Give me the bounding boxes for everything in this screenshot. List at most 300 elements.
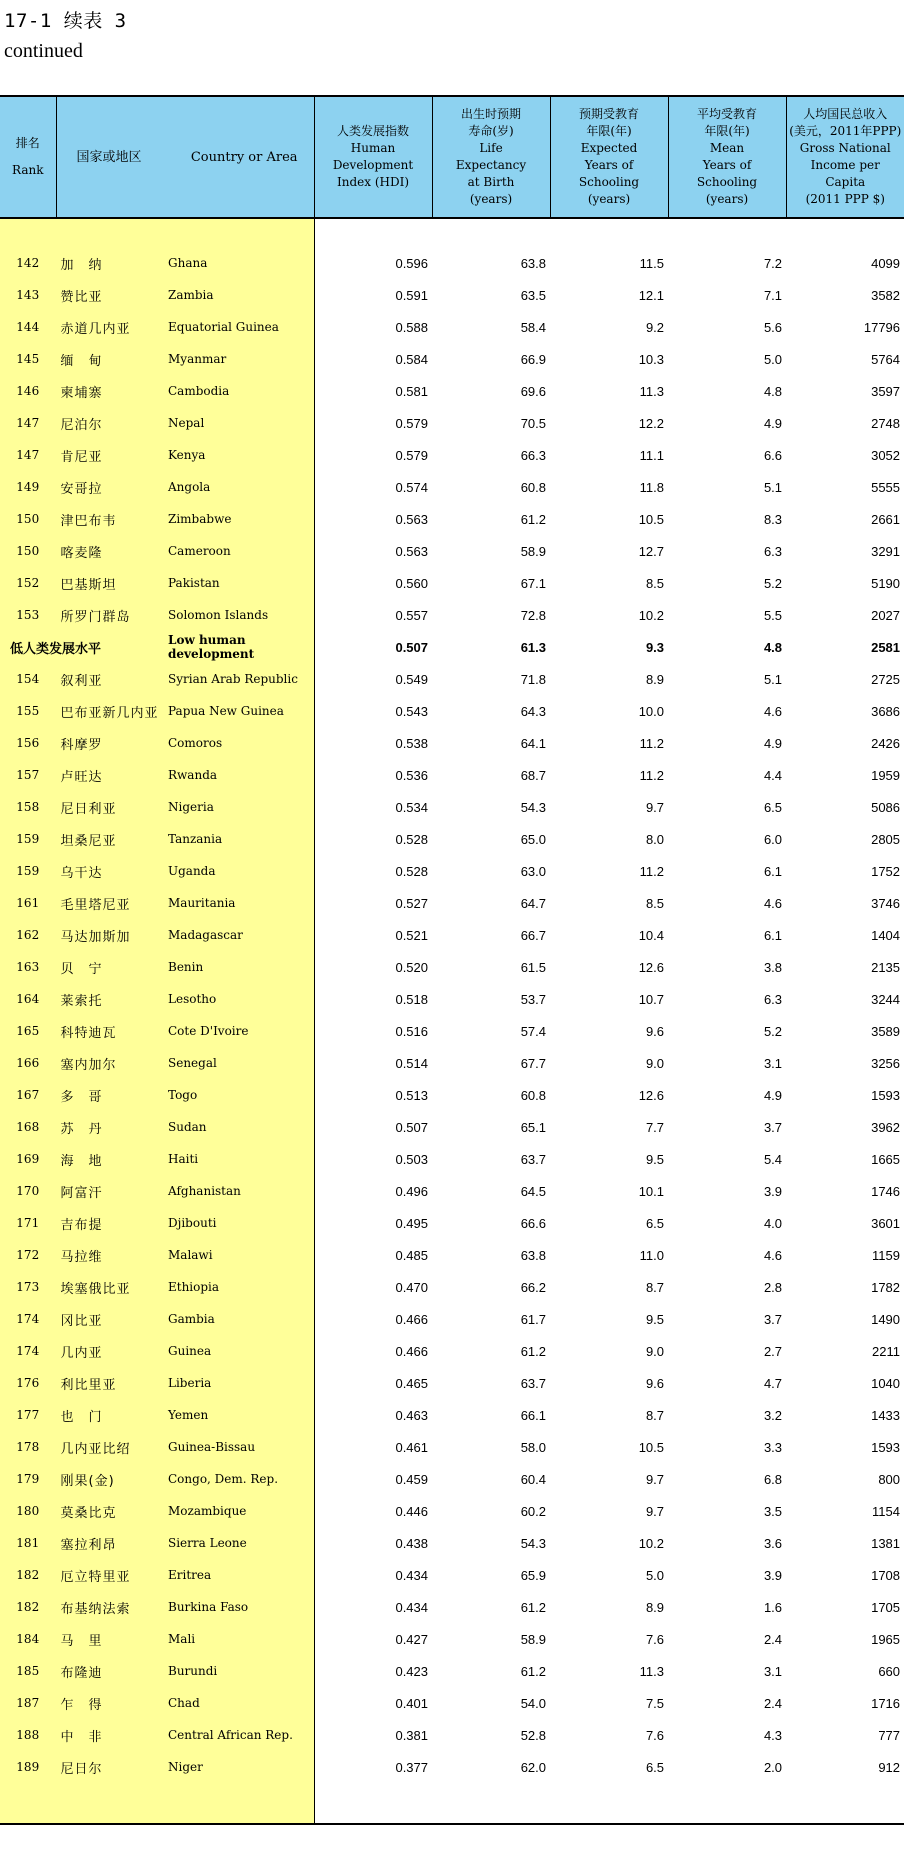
mean-schooling-cell: 6.6 xyxy=(763,447,783,463)
header-country-zh: 国家或地区 xyxy=(76,149,142,165)
table-body xyxy=(0,218,904,1824)
gni-cell: 5555 xyxy=(871,479,901,495)
mean-schooling-cell: 5.1 xyxy=(763,479,783,495)
gni-cell: 1665 xyxy=(871,1151,901,1167)
country-en-cell: Equatorial Guinea xyxy=(162,311,314,343)
group-life-expectancy-cell: 61.3 xyxy=(520,639,547,655)
country-zh-cell: 乌干达 xyxy=(56,855,162,887)
life-expectancy-cell: 54.3 xyxy=(520,799,547,815)
table-row xyxy=(0,1207,904,1239)
mean-schooling-cell: 3.8 xyxy=(763,959,783,975)
rank-cell: 153 xyxy=(0,599,56,631)
country-zh-cell: 厄立特里亚 xyxy=(56,1559,162,1591)
rank-cell: 157 xyxy=(0,759,56,791)
life-expectancy-cell: 63.5 xyxy=(520,287,547,303)
table-row xyxy=(0,407,904,439)
country-zh-cell: 叙利亚 xyxy=(56,663,162,695)
country-zh-cell: 尼泊尔 xyxy=(56,407,162,439)
expected-schooling-cell: 5.0 xyxy=(645,1567,665,1583)
table-row xyxy=(0,1015,904,1047)
country-zh-cell: 多 哥 xyxy=(56,1079,162,1111)
expected-schooling-cell: 10.5 xyxy=(638,1439,665,1455)
rank-cell: 166 xyxy=(0,1047,56,1079)
hdi-cell: 0.485 xyxy=(395,1247,429,1263)
life-expectancy-cell: 53.7 xyxy=(520,991,547,1007)
table-row xyxy=(0,1655,904,1687)
country-en-cell: Zambia xyxy=(162,279,314,311)
mean-schooling-cell: 3.6 xyxy=(763,1535,783,1551)
life-expectancy-cell: 58.9 xyxy=(520,543,547,559)
table-row xyxy=(0,695,904,727)
expected-schooling-cell: 9.7 xyxy=(645,1503,665,1519)
header-rank-en: Rank xyxy=(12,163,44,177)
hdi-cell: 0.549 xyxy=(395,671,429,687)
rank-cell: 146 xyxy=(0,375,56,407)
table-row xyxy=(0,1719,904,1751)
mean-schooling-cell: 5.4 xyxy=(763,1151,783,1167)
country-en-cell: Nigeria xyxy=(162,791,314,823)
table-row xyxy=(0,311,904,343)
rank-cell: 159 xyxy=(0,823,56,855)
gni-cell: 2725 xyxy=(871,671,901,687)
table-row xyxy=(0,1367,904,1399)
country-en-cell: Kenya xyxy=(162,439,314,471)
hdi-cell: 0.528 xyxy=(395,831,429,847)
country-en-cell: Burkina Faso xyxy=(162,1591,314,1623)
gni-cell: 660 xyxy=(878,1663,901,1679)
group-hdi-cell: 0.507 xyxy=(395,639,429,655)
gni-cell: 1705 xyxy=(871,1599,901,1615)
expected-schooling-cell: 11.3 xyxy=(639,383,665,399)
hdi-cell: 0.465 xyxy=(395,1375,429,1391)
hdi-cell: 0.516 xyxy=(395,1023,429,1039)
expected-schooling-cell: 9.0 xyxy=(645,1055,665,1071)
header-rank xyxy=(0,96,56,218)
country-en-cell: Liberia xyxy=(162,1367,314,1399)
expected-schooling-cell: 8.0 xyxy=(645,831,665,847)
mean-schooling-cell: 4.9 xyxy=(763,415,783,431)
country-en-cell: Eritrea xyxy=(162,1559,314,1591)
life-expectancy-cell: 65.9 xyxy=(520,1567,547,1583)
mean-schooling-cell: 8.3 xyxy=(763,511,783,527)
life-expectancy-cell: 63.8 xyxy=(520,255,547,271)
life-expectancy-cell: 64.5 xyxy=(520,1183,547,1199)
expected-schooling-cell: 10.2 xyxy=(638,1535,665,1551)
country-zh-cell: 苏 丹 xyxy=(56,1111,162,1143)
life-expectancy-cell: 63.7 xyxy=(520,1375,547,1391)
country-zh-cell: 贝 宁 xyxy=(56,951,162,983)
life-expectancy-cell: 58.9 xyxy=(520,1631,547,1647)
table-row xyxy=(0,791,904,823)
life-expectancy-cell: 60.8 xyxy=(520,1087,547,1103)
expected-schooling-cell: 10.1 xyxy=(638,1183,665,1199)
header-mean-line: Mean xyxy=(709,141,745,155)
country-zh-cell: 马 里 xyxy=(56,1623,162,1655)
expected-schooling-cell: 7.6 xyxy=(645,1631,665,1647)
country-zh-cell: 刚果(金) xyxy=(56,1463,162,1495)
gni-cell: 2211 xyxy=(872,1343,901,1359)
header-expected-line: 预期受教育 xyxy=(579,107,640,121)
country-zh-cell: 卢旺达 xyxy=(56,759,162,791)
life-expectancy-cell: 66.2 xyxy=(520,1279,547,1295)
mean-schooling-cell: 6.3 xyxy=(763,543,783,559)
mean-schooling-cell: 4.8 xyxy=(763,383,783,399)
table-row xyxy=(0,1495,904,1527)
life-expectancy-cell: 67.1 xyxy=(520,575,547,591)
country-zh-cell: 科摩罗 xyxy=(56,727,162,759)
mean-schooling-cell: 3.2 xyxy=(763,1407,783,1423)
country-zh-cell: 毛里塔尼亚 xyxy=(56,887,162,919)
table-row xyxy=(0,567,904,599)
hdi-table-container xyxy=(0,95,904,1825)
mean-schooling-cell: 1.6 xyxy=(763,1599,783,1615)
country-en-cell: Niger xyxy=(162,1751,314,1783)
country-en-cell: Ethiopia xyxy=(162,1271,314,1303)
life-expectancy-cell: 52.8 xyxy=(520,1727,547,1743)
country-zh-cell: 肯尼亚 xyxy=(56,439,162,471)
life-expectancy-cell: 58.0 xyxy=(520,1439,547,1455)
hdi-cell: 0.536 xyxy=(395,767,429,783)
gni-cell: 2426 xyxy=(871,735,901,751)
expected-schooling-cell: 8.7 xyxy=(645,1407,665,1423)
expected-schooling-cell: 11.2 xyxy=(639,767,665,783)
country-en-cell: Myanmar xyxy=(162,343,314,375)
mean-schooling-cell: 4.3 xyxy=(763,1727,783,1743)
hdi-cell: 0.427 xyxy=(395,1631,429,1647)
table-row xyxy=(0,1079,904,1111)
country-zh-cell: 布基纳法索 xyxy=(56,1591,162,1623)
life-expectancy-cell: 66.9 xyxy=(520,351,547,367)
country-en-cell: Rwanda xyxy=(162,759,314,791)
mean-schooling-cell: 6.8 xyxy=(763,1471,783,1487)
gni-cell: 1965 xyxy=(871,1631,901,1647)
expected-schooling-cell: 8.9 xyxy=(645,1599,665,1615)
gni-cell: 1716 xyxy=(871,1695,901,1711)
hdi-cell: 0.434 xyxy=(395,1599,429,1615)
header-expected-line: Years of xyxy=(584,158,634,172)
gni-cell: 3962 xyxy=(871,1119,901,1135)
expected-schooling-cell: 10.3 xyxy=(638,351,665,367)
gni-cell: 2027 xyxy=(871,607,901,623)
country-en-cell: Mozambique xyxy=(162,1495,314,1527)
table-row xyxy=(0,599,904,631)
table-row xyxy=(0,1399,904,1431)
gni-cell: 1752 xyxy=(871,863,901,879)
life-expectancy-cell: 63.0 xyxy=(520,863,547,879)
life-expectancy-cell: 62.0 xyxy=(520,1759,547,1775)
life-expectancy-cell: 66.6 xyxy=(520,1215,547,1231)
table-row xyxy=(0,727,904,759)
hdi-cell: 0.470 xyxy=(395,1279,429,1295)
table-header xyxy=(0,96,904,218)
hdi-cell: 0.423 xyxy=(395,1663,429,1679)
rank-cell: 181 xyxy=(0,1527,56,1559)
gni-cell: 3746 xyxy=(871,895,901,911)
expected-schooling-cell: 10.2 xyxy=(638,607,665,623)
country-zh-cell: 缅 甸 xyxy=(56,343,162,375)
table-row xyxy=(0,1271,904,1303)
hdi-cell: 0.513 xyxy=(395,1087,429,1103)
rank-cell: 155 xyxy=(0,695,56,727)
country-zh-cell: 科特迪瓦 xyxy=(56,1015,162,1047)
end-cell xyxy=(56,1783,162,1824)
mean-schooling-cell: 6.0 xyxy=(763,831,783,847)
country-zh-cell: 冈比亚 xyxy=(56,1303,162,1335)
table-row xyxy=(0,503,904,535)
hdi-cell: 0.596 xyxy=(395,255,429,271)
group-label-zh: 低人类发展水平 xyxy=(0,631,162,663)
life-expectancy-cell: 66.1 xyxy=(520,1407,547,1423)
rank-cell: 171 xyxy=(0,1207,56,1239)
hdi-cell: 0.520 xyxy=(395,959,429,975)
hdi-cell: 0.521 xyxy=(395,927,429,943)
rank-cell: 182 xyxy=(0,1559,56,1591)
rank-cell: 154 xyxy=(0,663,56,695)
header-life-line: Expectancy xyxy=(455,158,527,172)
mean-schooling-cell: 4.0 xyxy=(763,1215,783,1231)
country-en-cell: Malawi xyxy=(162,1239,314,1271)
country-zh-cell: 赤道几内亚 xyxy=(56,311,162,343)
mean-schooling-cell: 3.5 xyxy=(763,1503,783,1519)
table-row xyxy=(0,919,904,951)
life-expectancy-cell: 70.5 xyxy=(520,415,547,431)
life-expectancy-cell: 54.3 xyxy=(520,1535,547,1551)
header-expected-line: Expected xyxy=(580,141,638,155)
life-expectancy-cell: 72.8 xyxy=(520,607,547,623)
table-row xyxy=(0,1591,904,1623)
hdi-cell: 0.434 xyxy=(395,1567,429,1583)
gni-cell: 1593 xyxy=(871,1087,901,1103)
gni-cell: 1154 xyxy=(872,1503,901,1519)
rank-cell: 168 xyxy=(0,1111,56,1143)
gni-cell: 2805 xyxy=(871,831,901,847)
mean-schooling-cell: 3.1 xyxy=(763,1663,783,1679)
gni-cell: 17796 xyxy=(863,319,901,335)
table-row xyxy=(0,1335,904,1367)
country-en-cell: Guinea xyxy=(162,1335,314,1367)
country-zh-cell: 尼日尔 xyxy=(56,1751,162,1783)
life-expectancy-cell: 68.7 xyxy=(520,767,547,783)
expected-schooling-cell: 9.0 xyxy=(645,1343,665,1359)
expected-schooling-cell: 8.7 xyxy=(645,1279,665,1295)
hdi-cell: 0.381 xyxy=(395,1727,429,1743)
group-row-low-development xyxy=(0,631,904,663)
header-life-line: (years) xyxy=(469,192,513,206)
mean-schooling-cell: 5.0 xyxy=(763,351,783,367)
expected-schooling-cell: 7.7 xyxy=(645,1119,665,1135)
gni-cell: 3256 xyxy=(871,1055,901,1071)
gni-cell: 1433 xyxy=(871,1407,901,1423)
country-zh-cell: 加 纳 xyxy=(56,247,162,279)
gni-cell: 1708 xyxy=(871,1567,901,1583)
expected-schooling-cell: 11.2 xyxy=(639,735,665,751)
expected-schooling-cell: 11.1 xyxy=(639,447,665,463)
life-expectancy-cell: 66.7 xyxy=(520,927,547,943)
table-row xyxy=(0,1175,904,1207)
country-en-cell: Haiti xyxy=(162,1143,314,1175)
header-gni-line: Gross National xyxy=(799,141,891,155)
mean-schooling-cell: 4.4 xyxy=(763,767,783,783)
country-zh-cell: 坦桑尼亚 xyxy=(56,823,162,855)
rank-cell: 174 xyxy=(0,1335,56,1367)
table-row xyxy=(0,1047,904,1079)
life-expectancy-cell: 61.7 xyxy=(520,1311,547,1327)
gni-cell: 1746 xyxy=(871,1183,901,1199)
hdi-cell: 0.543 xyxy=(395,703,429,719)
life-expectancy-cell: 66.3 xyxy=(520,447,547,463)
rank-cell: 182 xyxy=(0,1591,56,1623)
hdi-cell: 0.495 xyxy=(395,1215,429,1231)
table-row xyxy=(0,1751,904,1783)
table-row xyxy=(0,279,904,311)
country-en-cell: Pakistan xyxy=(162,567,314,599)
table-row xyxy=(0,1623,904,1655)
country-en-cell: Syrian Arab Republic xyxy=(162,663,314,695)
gni-cell: 5190 xyxy=(871,575,901,591)
group-gni-cell: 2581 xyxy=(871,639,901,655)
table-row xyxy=(0,343,904,375)
country-en-cell: Central African Rep. xyxy=(162,1719,314,1751)
country-en-cell: Tanzania xyxy=(162,823,314,855)
hdi-table xyxy=(0,95,904,1825)
spacer-cell xyxy=(56,218,162,247)
rank-cell: 142 xyxy=(0,247,56,279)
table-row xyxy=(0,439,904,471)
country-en-cell: Gambia xyxy=(162,1303,314,1335)
country-zh-cell: 中 非 xyxy=(56,1719,162,1751)
mean-schooling-cell: 5.2 xyxy=(763,1023,783,1039)
expected-schooling-cell: 12.6 xyxy=(638,1087,665,1103)
mean-schooling-cell: 6.1 xyxy=(763,863,783,879)
table-row xyxy=(0,663,904,695)
hdi-cell: 0.518 xyxy=(395,991,429,1007)
country-zh-cell: 海 地 xyxy=(56,1143,162,1175)
expected-schooling-cell: 11.3 xyxy=(639,1663,665,1679)
gni-cell: 4099 xyxy=(871,255,901,271)
country-en-cell: Cambodia xyxy=(162,375,314,407)
country-en-cell: Congo, Dem. Rep. xyxy=(162,1463,314,1495)
country-en-cell: Lesotho xyxy=(162,983,314,1015)
group-expected-schooling-cell: 9.3 xyxy=(645,639,665,655)
table-end-row xyxy=(0,1783,904,1824)
life-expectancy-cell: 60.8 xyxy=(520,479,547,495)
mean-schooling-cell: 7.2 xyxy=(763,255,783,271)
life-expectancy-cell: 60.4 xyxy=(520,1471,547,1487)
life-expectancy-cell: 58.4 xyxy=(520,319,547,335)
header-hdi-line: Index (HDI) xyxy=(337,175,410,189)
mean-schooling-cell: 3.9 xyxy=(763,1567,783,1583)
expected-schooling-cell: 8.5 xyxy=(645,575,665,591)
country-en-cell: Cote D'Ivoire xyxy=(162,1015,314,1047)
header-gni-line: Capita xyxy=(825,175,866,189)
rank-cell: 163 xyxy=(0,951,56,983)
header-hdi xyxy=(314,96,432,218)
country-en-cell: Benin xyxy=(162,951,314,983)
rank-cell: 161 xyxy=(0,887,56,919)
expected-schooling-cell: 12.2 xyxy=(638,415,665,431)
expected-schooling-cell: 6.5 xyxy=(645,1759,665,1775)
table-row xyxy=(0,887,904,919)
rank-cell: 164 xyxy=(0,983,56,1015)
header-country-en: Country or Area xyxy=(190,149,298,165)
expected-schooling-cell: 9.5 xyxy=(645,1151,665,1167)
country-zh-cell: 几内亚比绍 xyxy=(56,1431,162,1463)
life-expectancy-cell: 61.2 xyxy=(520,1343,547,1359)
expected-schooling-cell: 9.7 xyxy=(645,1471,665,1487)
mean-schooling-cell: 2.4 xyxy=(763,1631,783,1647)
expected-schooling-cell: 11.0 xyxy=(639,1247,665,1263)
gni-cell: 1593 xyxy=(871,1439,901,1455)
group-label-en: Low human development xyxy=(162,631,314,663)
life-expectancy-cell: 64.7 xyxy=(520,895,547,911)
life-expectancy-cell: 63.8 xyxy=(520,1247,547,1263)
rank-cell: 159 xyxy=(0,855,56,887)
table-row xyxy=(0,1111,904,1143)
header-mean-line: Schooling xyxy=(696,175,758,189)
table-row xyxy=(0,983,904,1015)
header-life-line: Life xyxy=(479,141,503,155)
mean-schooling-cell: 2.7 xyxy=(763,1343,783,1359)
expected-schooling-cell: 9.2 xyxy=(645,319,665,335)
country-zh-cell: 吉布提 xyxy=(56,1207,162,1239)
hdi-cell: 0.574 xyxy=(395,479,429,495)
header-gni-line: (美元，2011年PPP) xyxy=(789,124,902,138)
country-zh-cell: 马达加斯加 xyxy=(56,919,162,951)
country-en-cell: Angola xyxy=(162,471,314,503)
expected-schooling-cell: 8.5 xyxy=(645,895,665,911)
expected-schooling-cell: 11.5 xyxy=(639,255,665,271)
table-row xyxy=(0,951,904,983)
hdi-cell: 0.377 xyxy=(395,1759,429,1775)
rank-cell: 178 xyxy=(0,1431,56,1463)
country-zh-cell: 埃塞俄比亚 xyxy=(56,1271,162,1303)
rank-cell: 162 xyxy=(0,919,56,951)
hdi-cell: 0.438 xyxy=(395,1535,429,1551)
hdi-cell: 0.401 xyxy=(395,1695,429,1711)
life-expectancy-cell: 60.2 xyxy=(520,1503,547,1519)
hdi-cell: 0.459 xyxy=(395,1471,429,1487)
rank-cell: 172 xyxy=(0,1239,56,1271)
hdi-cell: 0.557 xyxy=(395,607,429,623)
gni-cell: 2135 xyxy=(871,959,901,975)
country-en-cell: Zimbabwe xyxy=(162,503,314,535)
rank-cell: 188 xyxy=(0,1719,56,1751)
end-cell xyxy=(0,1783,56,1824)
life-expectancy-cell: 64.1 xyxy=(520,735,547,751)
mean-schooling-cell: 4.6 xyxy=(763,1247,783,1263)
country-zh-cell: 布隆迪 xyxy=(56,1655,162,1687)
gni-cell: 3597 xyxy=(871,383,901,399)
table-row xyxy=(0,759,904,791)
gni-cell: 1040 xyxy=(871,1375,901,1391)
mean-schooling-cell: 4.9 xyxy=(763,1087,783,1103)
country-en-cell: Afghanistan xyxy=(162,1175,314,1207)
spacer-cell xyxy=(314,218,904,247)
header-gni-line: (2011 PPP $) xyxy=(805,192,885,206)
mean-schooling-cell: 5.6 xyxy=(763,319,783,335)
table-row xyxy=(0,535,904,567)
header-gni xyxy=(786,96,904,218)
header-hdi-line: Development xyxy=(332,158,414,172)
rank-cell: 143 xyxy=(0,279,56,311)
life-expectancy-cell: 61.2 xyxy=(520,511,547,527)
hdi-cell: 0.503 xyxy=(395,1151,429,1167)
gni-cell: 3601 xyxy=(871,1215,901,1231)
page-subtitle: continued xyxy=(4,40,83,62)
country-zh-cell: 赞比亚 xyxy=(56,279,162,311)
hdi-cell: 0.581 xyxy=(395,383,429,399)
rank-cell: 144 xyxy=(0,311,56,343)
